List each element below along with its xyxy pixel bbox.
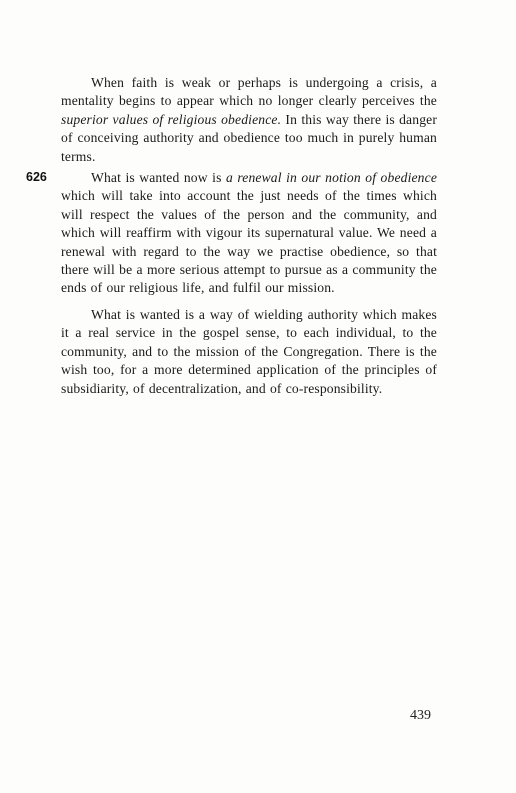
paragraph-2 bbox=[61, 169, 437, 298]
paragraph-3 bbox=[61, 306, 437, 398]
paragraph-2-text bbox=[61, 169, 437, 298]
paragraph-1-part-1: When faith is weak or perhaps is undergoing a crisis, a mentality begins to appear which no longer clearly perceives the bbox=[61, 75, 437, 109]
paragraph-3-text bbox=[61, 306, 437, 398]
paragraph-2-part-2-italic: a renewal in our notion of obedience bbox=[225, 170, 437, 185]
paragraph-2-part-3: which will take into account the just needs of the times which will respect the values of the person and the community, and which will reaffirm with vigour its supernatural value. We need a renewal with regard to the way we practise obedience, so that there will be a more serious attempt to pursue as a community the ends of our religious life, and fulfil our mission. bbox=[61, 188, 437, 296]
paragraph-1-text bbox=[61, 74, 437, 166]
page-number: 439 bbox=[410, 708, 431, 723]
paragraph-2-part-1: What is wanted now is bbox=[91, 170, 226, 185]
paragraph-1-part-3: In this way there is danger of conceiving authority and obedience too much in purely human terms. bbox=[61, 111, 437, 164]
margin-paragraph-number: 626 bbox=[26, 170, 47, 184]
paragraph-3-part-1: What is wanted is a way of wielding authority which makes it a real service in the gospel sense, to each individual, to the community, and to the mission of the Congregation. There is the wish too, for a more determined application of the principles of subsidiarity, of decentralization, and of co-responsibility. bbox=[61, 307, 437, 396]
paragraph-1-part-2-italic: superior values of religious obedience. bbox=[61, 111, 282, 127]
paragraph-1 bbox=[61, 74, 437, 166]
